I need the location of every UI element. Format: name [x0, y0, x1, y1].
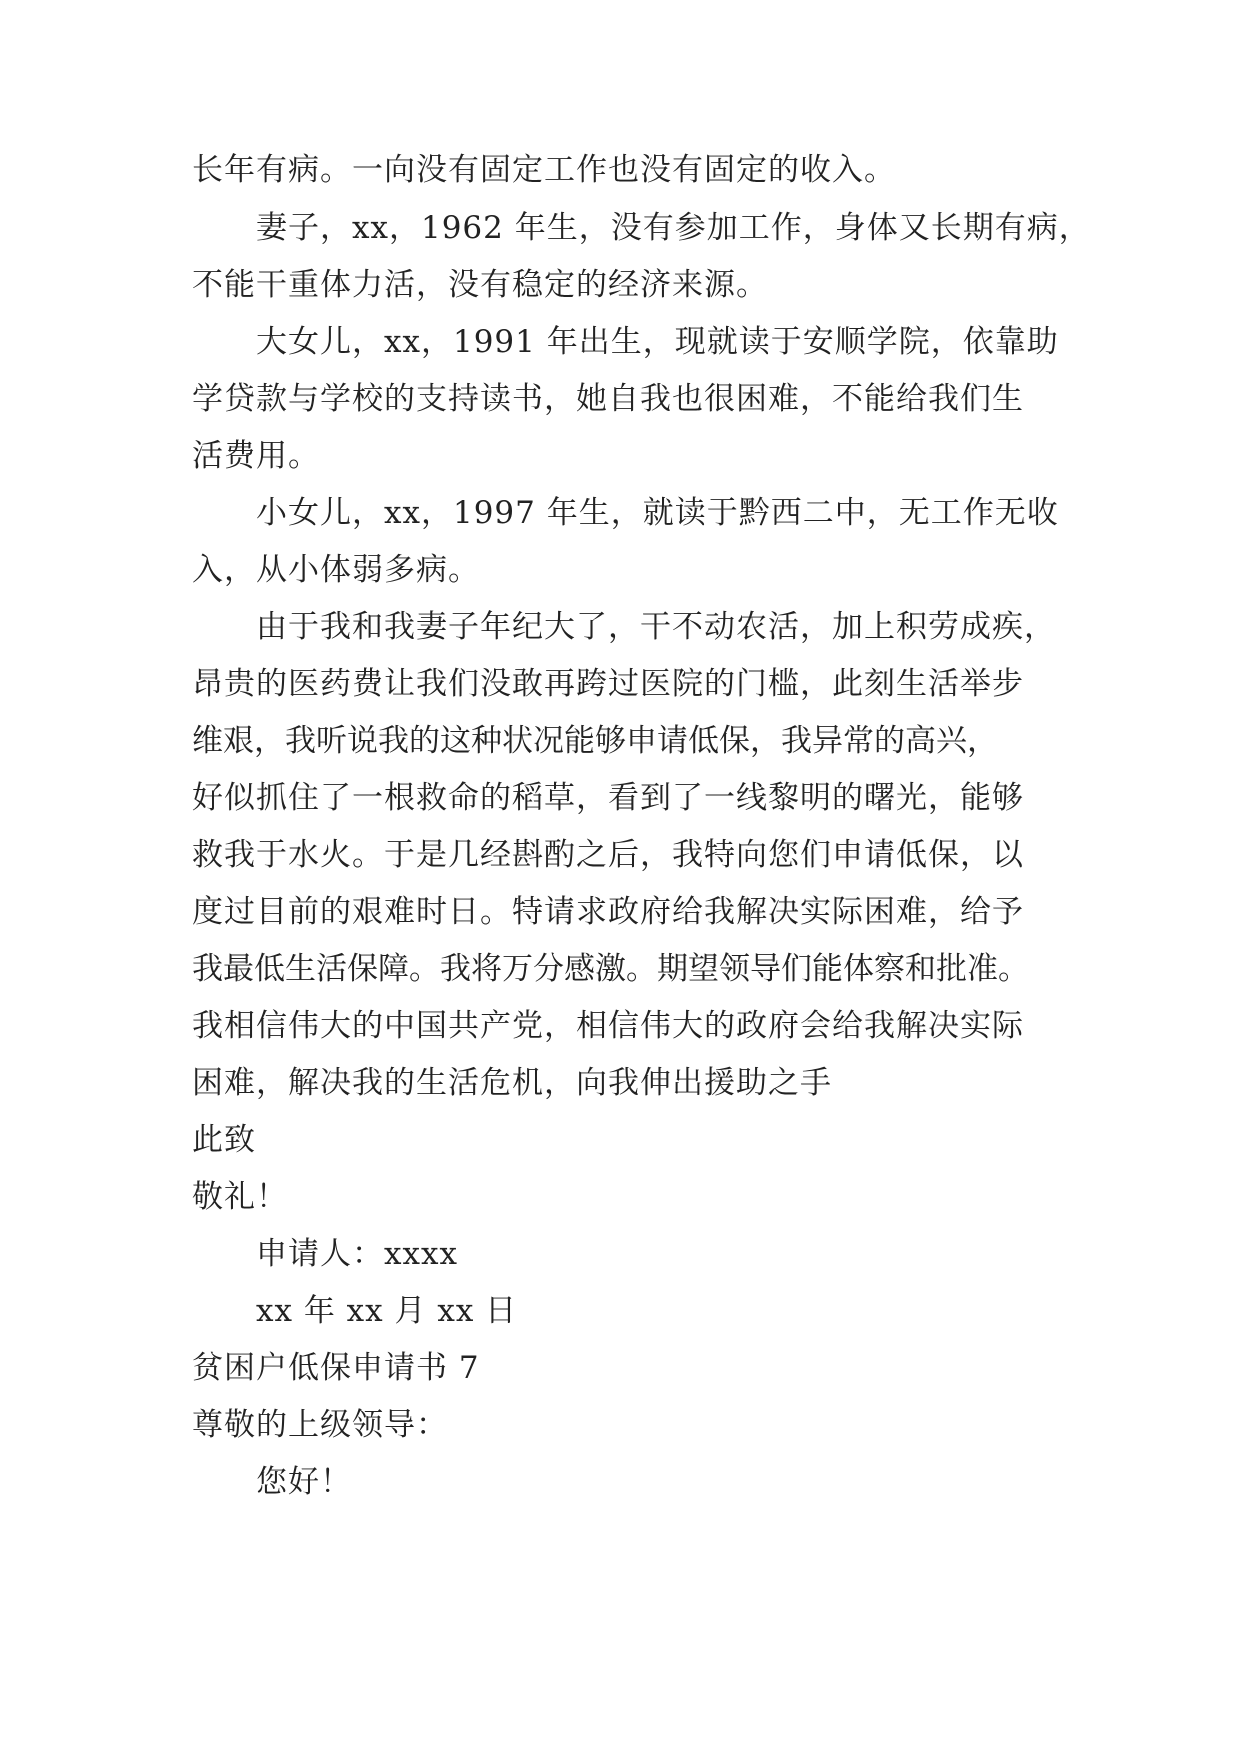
- closing-salutation: 此致: [192, 1122, 256, 1158]
- paragraph-line: 昂贵的医药费让我们没敢再跨过医院的门槛，此刻生活举步: [192, 666, 1024, 702]
- paragraph-line: 度过目前的艰难时日。特请求政府给我解决实际困难，给予: [192, 894, 1024, 930]
- closing-respect: 敬礼！: [192, 1179, 288, 1215]
- paragraph-line: 由于我和我妻子年纪大了，干不动农活，加上积劳成疾，: [256, 609, 1056, 645]
- paragraph-line: 活费用。: [192, 438, 320, 474]
- paragraph-line: 大女儿，xx，1991 年出生，现就读于安顺学院，依靠助: [256, 324, 1059, 360]
- paragraph-line: 妻子，xx，1962 年生，没有参加工作，身体又长期有病，: [256, 210, 1091, 246]
- paragraph-line: 学贷款与学校的支持读书，她自我也很困难，不能给我们生: [192, 381, 1024, 417]
- applicant-signature: 申请人：xxxx: [256, 1236, 458, 1272]
- paragraph-line: 小女儿，xx，1997 年生，就读于黔西二中，无工作无收: [256, 495, 1059, 531]
- paragraph-line: 长年有病。一向没有固定工作也没有固定的收入。: [192, 152, 896, 188]
- paragraph-line: 我相信伟大的中国共产党，相信伟大的政府会给我解决实际: [192, 1008, 1024, 1044]
- paragraph-line: 好似抓住了一根救命的稻草，看到了一线黎明的曙光，能够: [192, 780, 1024, 816]
- paragraph-line: 困难，解决我的生活危机，向我伸出援助之手: [192, 1065, 832, 1101]
- paragraph-line: 不能干重体力活，没有稳定的经济来源。: [192, 267, 768, 303]
- paragraph-line: 入，从小体弱多病。: [192, 552, 480, 588]
- date-line: xx 年 xx 月 xx 日: [256, 1293, 518, 1329]
- section-title: 贫困户低保申请书 7: [192, 1350, 480, 1386]
- paragraph-line: 我最低生活保障。我将万分感激。期望领导们能体察和批准。: [192, 951, 1029, 987]
- addressee-line: 尊敬的上级领导：: [192, 1407, 448, 1443]
- greeting-line: 您好！: [256, 1464, 352, 1500]
- paragraph-line: 救我于水火。于是几经斟酌之后，我特向您们申请低保，以: [192, 837, 1024, 873]
- paragraph-line: 维艰，我听说我的这种状况能够申请低保，我异常的高兴，: [192, 723, 998, 759]
